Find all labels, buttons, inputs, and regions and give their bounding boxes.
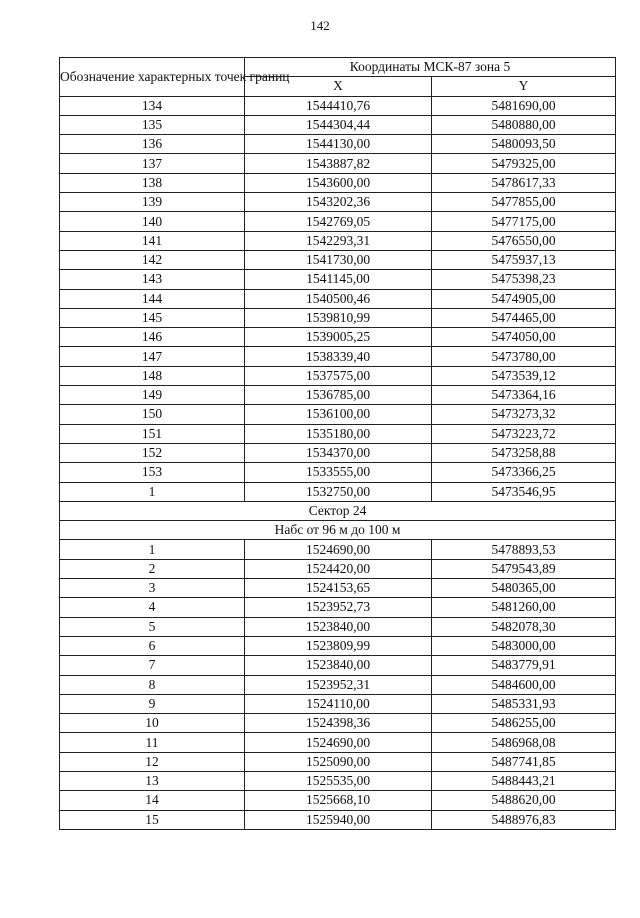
y-coordinate-cell: 5473546,95 xyxy=(432,482,616,501)
point-number-cell: 13 xyxy=(60,771,245,790)
y-coordinate-cell: 5482078,30 xyxy=(432,617,616,636)
point-number-cell: 14 xyxy=(60,791,245,810)
point-number-cell: 149 xyxy=(60,386,245,405)
y-coordinate-cell: 5478893,53 xyxy=(432,540,616,559)
table-body-second xyxy=(60,540,616,829)
table-row xyxy=(60,135,616,154)
table-row xyxy=(60,617,616,636)
x-coordinate-cell: 1525668,10 xyxy=(245,791,432,810)
x-coordinate-cell: 1525090,00 xyxy=(245,752,432,771)
table-row xyxy=(60,540,616,559)
x-header: X xyxy=(245,77,432,96)
table-row xyxy=(60,366,616,385)
y-coordinate-cell: 5476550,00 xyxy=(432,231,616,250)
y-coordinate-cell: 5479543,89 xyxy=(432,559,616,578)
x-coordinate-cell: 1524110,00 xyxy=(245,694,432,713)
point-number-cell: 147 xyxy=(60,347,245,366)
point-number-cell: 2 xyxy=(60,559,245,578)
point-number-cell: 136 xyxy=(60,135,245,154)
point-number-cell: 1 xyxy=(60,482,245,501)
table-row xyxy=(60,579,616,598)
y-coordinate-cell: 5481690,00 xyxy=(432,96,616,115)
page-number: 142 xyxy=(310,18,330,33)
point-number-cell: 139 xyxy=(60,193,245,212)
y-coordinate-cell: 5473364,16 xyxy=(432,386,616,405)
table-row xyxy=(60,636,616,655)
table-row xyxy=(60,193,616,212)
y-coordinate-cell: 5473780,00 xyxy=(432,347,616,366)
point-number-cell: 11 xyxy=(60,733,245,752)
table-row xyxy=(60,559,616,578)
x-coordinate-cell: 1523809,99 xyxy=(245,636,432,655)
x-coordinate-cell: 1532750,00 xyxy=(245,482,432,501)
x-coordinate-cell: 1541730,00 xyxy=(245,250,432,269)
x-coordinate-cell: 1541145,00 xyxy=(245,270,432,289)
x-coordinate-cell: 1533555,00 xyxy=(245,463,432,482)
table-row xyxy=(60,270,616,289)
point-number-cell: 134 xyxy=(60,96,245,115)
x-coordinate-cell: 1524420,00 xyxy=(245,559,432,578)
y-coordinate-cell: 5473223,72 xyxy=(432,424,616,443)
table-row xyxy=(60,714,616,733)
table-row xyxy=(60,115,616,134)
x-coordinate-cell: 1535180,00 xyxy=(245,424,432,443)
table-row xyxy=(60,694,616,713)
x-coordinate-cell: 1525940,00 xyxy=(245,810,432,829)
x-coordinate-cell: 1542293,31 xyxy=(245,231,432,250)
x-coordinate-cell: 1543887,82 xyxy=(245,154,432,173)
table-row xyxy=(60,173,616,192)
point-number-cell: 6 xyxy=(60,636,245,655)
table-row xyxy=(60,463,616,482)
y-coordinate-cell: 5488976,83 xyxy=(432,810,616,829)
point-number-cell: 153 xyxy=(60,463,245,482)
point-number-cell: 141 xyxy=(60,231,245,250)
point-number-cell: 145 xyxy=(60,308,245,327)
table-row xyxy=(60,96,616,115)
table-row xyxy=(60,212,616,231)
point-number-cell: 135 xyxy=(60,115,245,134)
table-body-first xyxy=(60,96,616,501)
x-coordinate-cell: 1525535,00 xyxy=(245,771,432,790)
y-coordinate-cell: 5487741,85 xyxy=(432,752,616,771)
point-number-cell: 1 xyxy=(60,540,245,559)
y-coordinate-cell: 5473273,32 xyxy=(432,405,616,424)
point-number-cell: 152 xyxy=(60,443,245,462)
point-number-cell: 8 xyxy=(60,675,245,694)
table-row xyxy=(60,154,616,173)
x-coordinate-cell: 1524398,36 xyxy=(245,714,432,733)
table-row xyxy=(60,598,616,617)
x-coordinate-cell: 1524690,00 xyxy=(245,540,432,559)
point-number-cell: 151 xyxy=(60,424,245,443)
x-coordinate-cell: 1534370,00 xyxy=(245,443,432,462)
y-coordinate-cell: 5480880,00 xyxy=(432,115,616,134)
x-coordinate-cell: 1536100,00 xyxy=(245,405,432,424)
x-coordinate-cell: 1542769,05 xyxy=(245,212,432,231)
x-coordinate-cell: 1537575,00 xyxy=(245,366,432,385)
table-row xyxy=(60,328,616,347)
point-number-cell: 12 xyxy=(60,752,245,771)
point-number-cell: 146 xyxy=(60,328,245,347)
table-row xyxy=(60,791,616,810)
x-coordinate-cell: 1543202,36 xyxy=(245,193,432,212)
y-coordinate-cell: 5480093,50 xyxy=(432,135,616,154)
y-coordinate-cell: 5473258,88 xyxy=(432,443,616,462)
table-row xyxy=(60,482,616,501)
x-coordinate-cell: 1523952,31 xyxy=(245,675,432,694)
table-row xyxy=(60,347,616,366)
table-header xyxy=(60,58,616,97)
table-row xyxy=(60,771,616,790)
point-number-cell: 3 xyxy=(60,579,245,598)
point-number-cell: 143 xyxy=(60,270,245,289)
y-coordinate-cell: 5483000,00 xyxy=(432,636,616,655)
x-coordinate-cell: 1524153,65 xyxy=(245,579,432,598)
y-coordinate-cell: 5477855,00 xyxy=(432,193,616,212)
y-coordinate-cell: 5475398,23 xyxy=(432,270,616,289)
table-row xyxy=(60,656,616,675)
x-coordinate-cell: 1523840,00 xyxy=(245,617,432,636)
x-coordinate-cell: 1543600,00 xyxy=(245,173,432,192)
coordinates-table xyxy=(59,57,616,830)
y-coordinate-cell: 5484600,00 xyxy=(432,675,616,694)
y-coordinate-cell: 5481260,00 xyxy=(432,598,616,617)
table-row xyxy=(60,231,616,250)
x-coordinate-cell: 1523840,00 xyxy=(245,656,432,675)
table-row xyxy=(60,308,616,327)
coordinates-header: Координаты МСК-87 зона 5 xyxy=(245,58,616,77)
y-header: Y xyxy=(432,77,616,96)
y-coordinate-cell: 5488443,21 xyxy=(432,771,616,790)
x-coordinate-cell: 1544410,76 xyxy=(245,96,432,115)
table-row xyxy=(60,405,616,424)
y-coordinate-cell: 5475937,13 xyxy=(432,250,616,269)
y-coordinate-cell: 5479325,00 xyxy=(432,154,616,173)
point-number-cell: 4 xyxy=(60,598,245,617)
point-number-cell: 140 xyxy=(60,212,245,231)
x-coordinate-cell: 1539005,25 xyxy=(245,328,432,347)
point-number-cell: 138 xyxy=(60,173,245,192)
y-coordinate-cell: 5480365,00 xyxy=(432,579,616,598)
table-row xyxy=(60,675,616,694)
point-number-cell: 148 xyxy=(60,366,245,385)
y-coordinate-cell: 5474465,00 xyxy=(432,308,616,327)
sector-section xyxy=(60,501,616,540)
y-coordinate-cell: 5473366,25 xyxy=(432,463,616,482)
y-coordinate-cell: 5474905,00 xyxy=(432,289,616,308)
y-coordinate-cell: 5486255,00 xyxy=(432,714,616,733)
height-range: Набс от 96 м до 100 м xyxy=(60,521,616,540)
table-row xyxy=(60,733,616,752)
point-number-cell: 150 xyxy=(60,405,245,424)
y-coordinate-cell: 5478617,33 xyxy=(432,173,616,192)
y-coordinate-cell: 5483779,91 xyxy=(432,656,616,675)
y-coordinate-cell: 5473539,12 xyxy=(432,366,616,385)
point-number-cell: 7 xyxy=(60,656,245,675)
y-coordinate-cell: 5485331,93 xyxy=(432,694,616,713)
table-row xyxy=(60,443,616,462)
point-number-cell: 142 xyxy=(60,250,245,269)
x-coordinate-cell: 1538339,40 xyxy=(245,347,432,366)
point-number-cell: 9 xyxy=(60,694,245,713)
x-coordinate-cell: 1544304,44 xyxy=(245,115,432,134)
x-coordinate-cell: 1523952,73 xyxy=(245,598,432,617)
y-coordinate-cell: 5477175,00 xyxy=(432,212,616,231)
designation-header: Обозначение характерных точек границ xyxy=(60,58,245,97)
y-coordinate-cell: 5474050,00 xyxy=(432,328,616,347)
x-coordinate-cell: 1539810,99 xyxy=(245,308,432,327)
point-number-cell: 144 xyxy=(60,289,245,308)
point-number-cell: 15 xyxy=(60,810,245,829)
sector-title: Сектор 24 xyxy=(60,501,616,520)
point-number-cell: 5 xyxy=(60,617,245,636)
table-row xyxy=(60,250,616,269)
point-number-cell: 137 xyxy=(60,154,245,173)
point-number-cell: 10 xyxy=(60,714,245,733)
x-coordinate-cell: 1524690,00 xyxy=(245,733,432,752)
x-coordinate-cell: 1536785,00 xyxy=(245,386,432,405)
table-row xyxy=(60,424,616,443)
table-row xyxy=(60,810,616,829)
table-row xyxy=(60,386,616,405)
x-coordinate-cell: 1540500,46 xyxy=(245,289,432,308)
x-coordinate-cell: 1544130,00 xyxy=(245,135,432,154)
table-row xyxy=(60,289,616,308)
y-coordinate-cell: 5486968,08 xyxy=(432,733,616,752)
table-row xyxy=(60,752,616,771)
y-coordinate-cell: 5488620,00 xyxy=(432,791,616,810)
